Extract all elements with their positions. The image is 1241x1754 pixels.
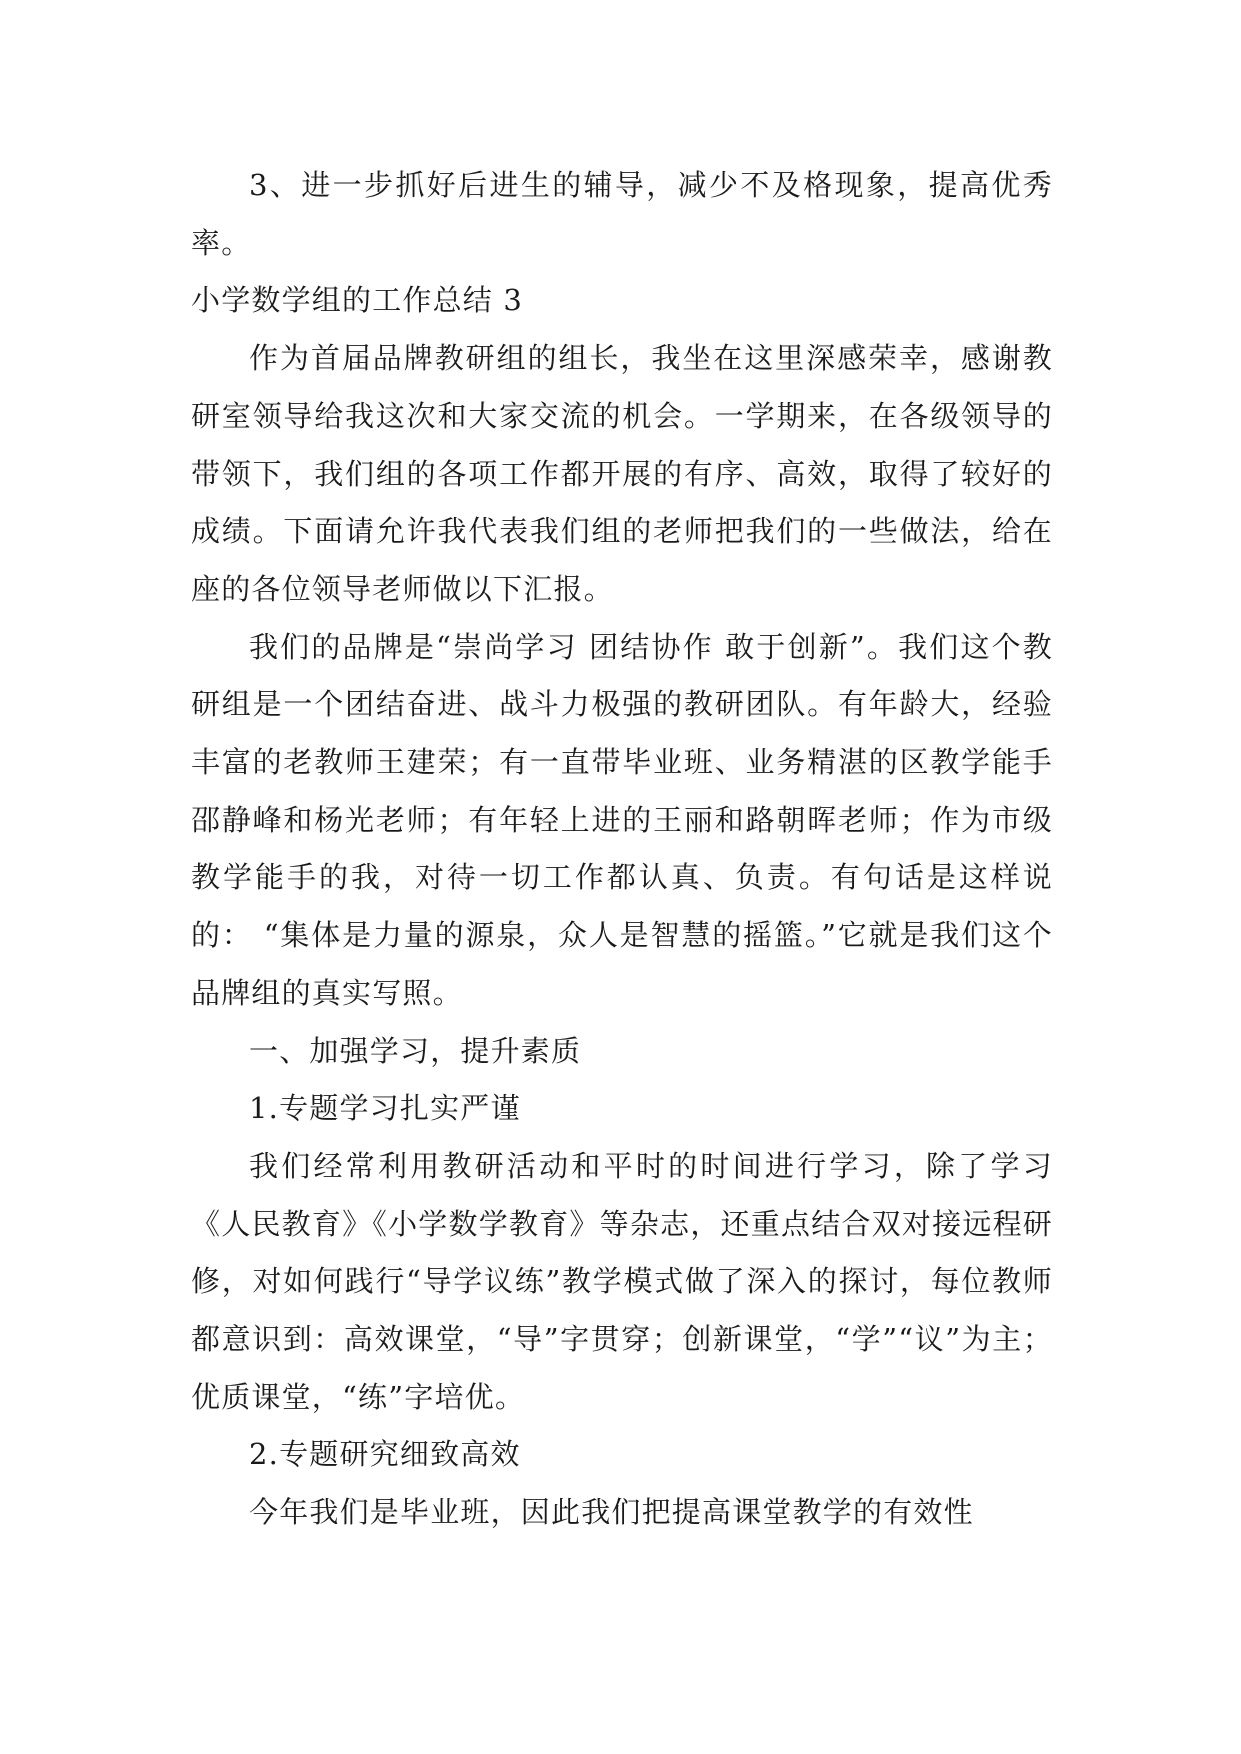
paragraph-brand: 我们的品牌是“崇尚学习 团结协作 敢于创新”。我们这个教研组是一个团结奋进、战斗力极强的教研团队。有年龄大，经验丰富的老教师王建荣；有一直带毕业班、业务精湛的区教学能手邵静峰和杨光老师；有年轻上进的王丽和路朝晖老师；作为市级教学能手的我，对待一切工作都认真、负责。有句话是这样说的： “集体是力量的源泉，众人是智慧的摇篮。”它就是我们这个品牌组的真实写照。	[191, 629, 1053, 1010]
paragraph-study: 我们经常利用教研活动和平时的时间进行学习，除了学习《人民教育》《小学数学教育》等杂志，还重点结合双对接远程研修，对如何践行“导学议练”教学模式做了深入的探讨，每位教师都意识到：高效课堂，“导”字贯穿；创新课堂，“学”“议”为主；优质课堂，“练”字培优。	[191, 1148, 1053, 1414]
paragraph-item-3: 3、进一步抓好后进生的辅导，减少不及格现象，提高优秀率。	[191, 168, 1053, 260]
paragraph-research: 今年我们是毕业班，因此我们把提高课堂教学的有效性	[249, 1495, 974, 1530]
section-title: 小学数学组的工作总结 3	[191, 283, 524, 318]
subheading-topic-study: 1.专题学习扎实严谨	[249, 1091, 521, 1126]
paragraph-intro: 作为首届品牌教研组的组长，我坐在这里深感荣幸，感谢教研室领导给我这次和大家交流的机会。一学期来，在各级领导的带领下，我们组的各项工作都开展的有序、高效，取得了较好的成绩。下面请允许我代表我们组的老师把我们的一些做法，给在座的各位领导老师做以下汇报。	[191, 341, 1053, 606]
document-body	[191, 157, 1053, 1542]
heading-strengthen-learning: 一、加强学习，提升素质	[249, 1033, 582, 1068]
subheading-topic-research: 2.专题研究细致高效	[249, 1437, 521, 1472]
